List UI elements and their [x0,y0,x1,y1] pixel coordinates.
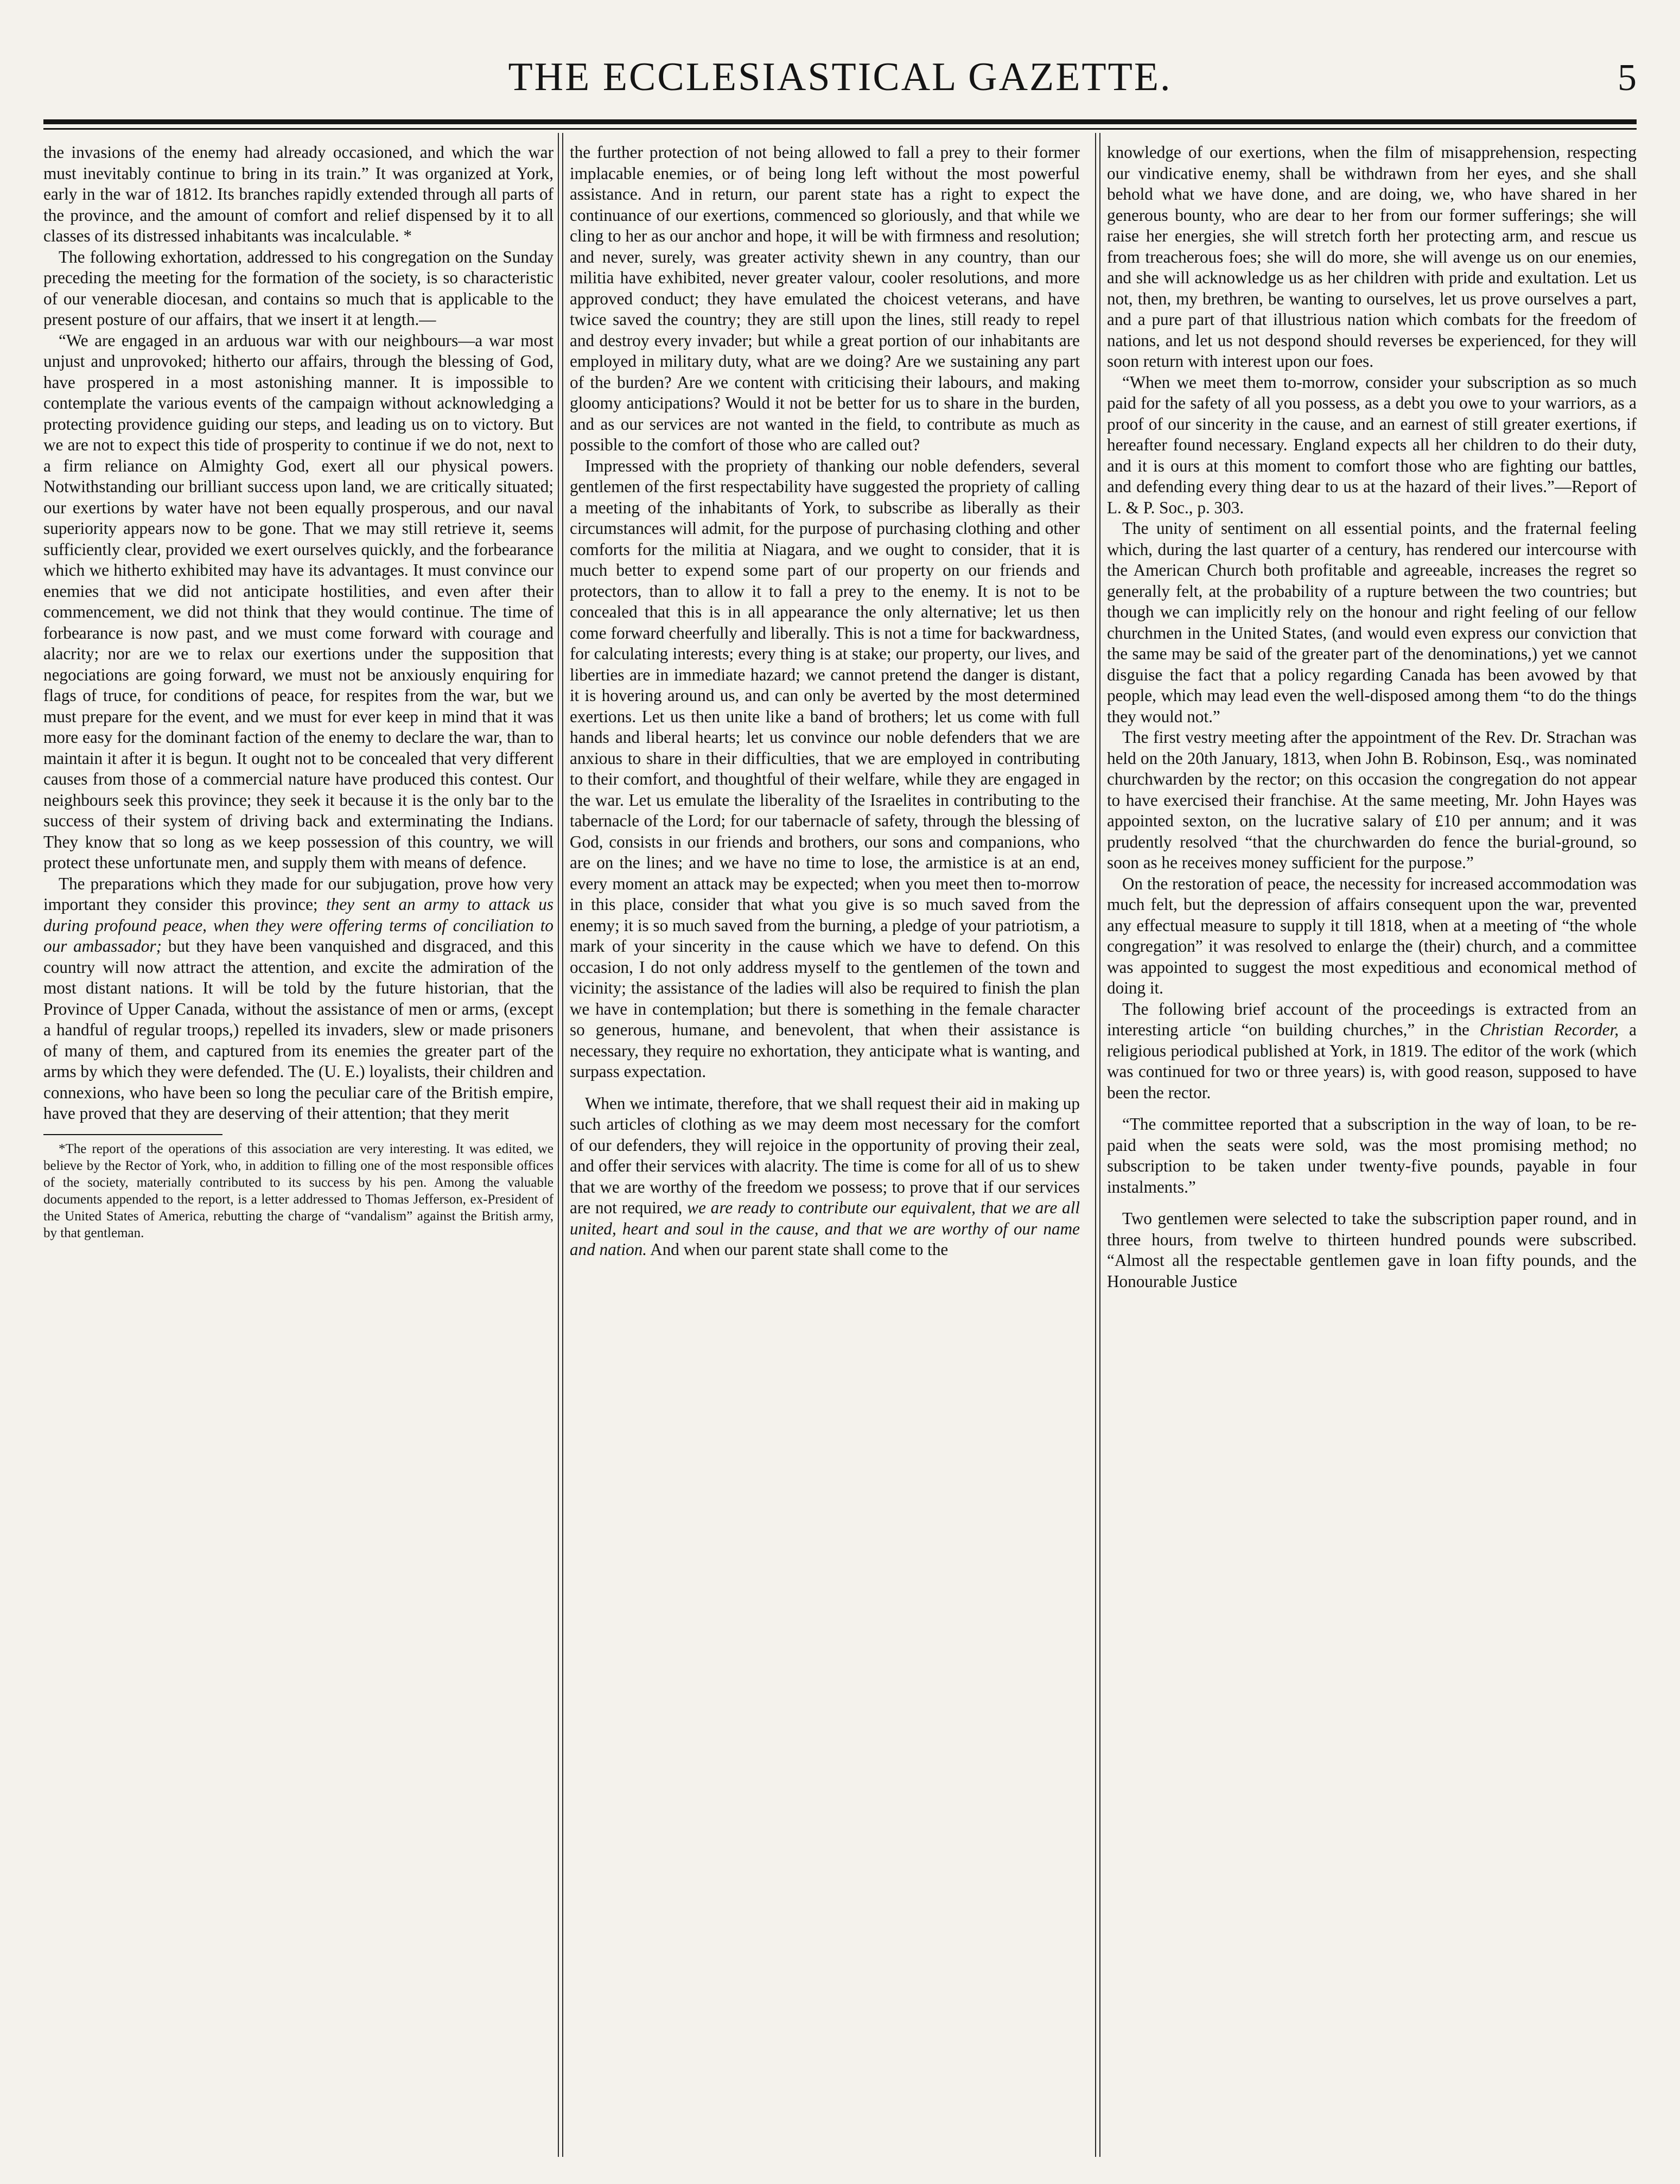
publication-title: THE ECCLESIASTICAL GAZETTE. [508,55,1172,99]
paragraph [570,1093,1080,1260]
paragraph: The following exhortation, addressed to his congregation on the Sunday preceding the meeting for the formation of the society, is so characteristic of our venerable diocesan, and contains so much that is applicable to the present posture of our affairs, that we insert it at length.— [43,247,553,329]
paragraph: Impressed with the propriety of thanking our noble defenders, several gentlemen of the first respectability have suggested the propriety of calling a meeting of the inhabitants of York, to subscribe as liberally as their circumstances will admit, for the purpose of purchasing clothing and other comforts for the militia at Niagara, and we ought to consider, that it is much better to expend some part of our property on our friends and protectors, than to allow it to fall a prey to the enemy. It is not to be concealed that this is in all appearance the only alternative; let us then come forward cheerfully and liberally. This is not a time for backwardness, for calculating interests; every thing is at stake; our property, our lives, and liberties are in immediate hazard; we cannot pretend the danger is distant, it is hovering around us, and can only be averted by the most determined exertions. Let us then unite like a band of brothers; let us come with full hands and liberal hearts; let us convince our noble defenders that we are anxious to share in their difficulties, that we are employed in contributing to their comfort, and thoughtful of their welfare, while they are engaged in the war. Let us emulate the liberality of the Israelites in contributing to the tabernacle of the Lord; for our tabernacle of safety, through the blessing of God, consists in our friends and brothers, our sons and companions, who are on the lines; and we have no time to lose, the armistice is at an end, every moment an attack may be expected; when you meet then to-morrow in this place, consider that what you give is so much saved from the enemy; it is so much saved from the burning, a pledge of your patriotism, a mark of your sincerity in the cause which we have to defend. On this occasion, I do not only address myself to the gentlemen of the town and vicinity; the assistance of the ladies will also be required to finish the plan we have in contemplation; but there is something in the female character so generous, humane, and benevolent, that when their assistance is necessary, they require no exhortation, they anticipate what is wanting, and surpass expectation. [570,456,1080,1081]
text-run: The preparations which they made for our subjugation, prove how very important they consider this province; [43,874,553,914]
header-rule-thick [43,119,1637,124]
paragraph: “When we meet them to-morrow, consider your subscription as so much paid for the safety of all you possess, as a debt you owe to your warriors, as a proof of our sincerity in the cause, and an earnest of still greater exertions, if hereafter found necessary. England expects all her children to do their duty, and it is ours at this moment to comfort those who are fighting our battles, and defending every thing dear to us at the hazard of their lives.”—Report of L. & P. Soc., p. 303. [1107,372,1637,517]
italic-text-run: Christian Recorder, [1479,1020,1619,1039]
page-number: 5 [1618,57,1637,99]
paragraph [1107,999,1637,1104]
column-divider [562,133,563,2157]
paragraph: The unity of sentiment on all essential points, and the fraternal feeling which, during the last quarter of a century, has rendered our intercourse with the American Church both profitable and agreeable, increases the regret so generally felt, at the probability of a rupture between the two countries; but though we can implicitly rely on the honour and right feeling of our fellow churchmen in the United States, (and would even express our conviction that the same may be said of the greater part of the denominations,) yet we cannot disguise the fact that a policy regarding Canada has been avowed by that people, which may lead even the well-disposed among them “to do the things they would not.” [1107,519,1637,726]
italic-text-run: they sent an army to attack us during profound peace, when they were offering terms of conciliation to our ambassador; [43,895,553,956]
paragraph: knowledge of our exertions, when the film of misapprehension, respecting our vindicative enemy, shall be withdrawn from her eyes, and she shall behold what we have done, and are doing, we, who have shared in her generous bounty, who are dear to her from our former sufferings; she will raise her energies, she will stretch forth her protecting arm, and rescue us from treacherous foes; she will do more, she will avenge us on our enemies, and she will acknowledge us as her children with pride and exultation. Let us not, then, my brethren, be wanting to ourselves, let us prove ourselves a part, and a pure part of that illustrious nation which combats for the freedom of nations, and let us not despond should reverses be experienced, for they will soon return with interest upon our foes. [1107,143,1637,371]
paragraph: “We are engaged in an arduous war with our neighbours—a war most unjust and unprovoked; hitherto our affairs, through the blessing of God, have prospered in a most astonishing manner. It is impossible to contemplate the various events of the campaign without acknowledging a protecting providence guiding our steps, and leading us on to victory. But we are not to expect this tide of prosperity to continue if we do not, next to a firm reliance on Almighty God, exert all our physical powers. Notwithstanding our brilliant success upon land, we are critically situated; our exertions by water have not been equally prosperous, and our naval superiority appears now to be gone. That we may still retrieve it, seems sufficiently clear, provided we exert ourselves quickly, and the forbearance which we hitherto exhibited may have its advantages. It must convince our enemies that we did not anticipate hostilities, and even after their commencement, we did not think that they would continue. The time of forbearance is now past, and we must come forward with courage and alacrity; nor are we to relax our exertions under the supposition that negociations are going forward, we must not be anxiously enquiring for flags of truce, for conditions of peace, for respites from the war, but we must prepare for the event, and we must for ever keep in mind that it was more easy for the dominant faction of the enemy to declare the war, than to maintain it after it is begun. It ought not to be concealed that very different causes from those of a commercial nature have produced this contest. Our neighbours seek this province; they seek it because it is the only bar to the success of their system of driving back and exterminating the Indians. They know that so long as we keep possession of this country, we will protect these unfortunate men, and supply them with means of defence. [43,330,553,872]
header-rule-thin [43,128,1637,130]
italic-text-run: we are ready to contribute our equivalent, that we are all united, heart and soul in the cause, and that we are worthy of our name and nation. [570,1198,1080,1259]
paragraph: The first vestry meeting after the appointment of the Rev. Dr. Strachan was held on the 20th January, 1813, when John B. Robinson, Esq., was nominated churchwarden by the rector; on this occasion the congregation do not appear to have exercised their franchise. At the same meeting, Mr. John Hayes was appointed sexton, on the lucrative salary of £10 per annum; and it was prudently resolved “that the churchwarden do fence the burial-ground, so soon as he receives money sufficient for the purpose.” [1107,728,1637,872]
text-run: a religious periodical published at York, in 1819. The editor of the work (which was continued for two or three years) is, with good reason, supposed to have been the rector. [1107,1020,1637,1102]
text-run: And when our parent state shall come to the [650,1240,949,1259]
column-1 [43,142,553,2150]
column-divider [1099,133,1100,2157]
column-divider [1095,133,1096,2157]
footnote-rule [43,1134,222,1135]
paragraph [43,874,553,1124]
text-run: The following brief account of the proceedings is extracted from an interesting article “on building churches,” in the [1107,999,1637,1039]
paragraph: Two gentlemen were selected to take the subscription paper round, and in three hours, from twelve to thirteen hundred pounds were subscribed. “Almost all the respectable gentlemen gave in loan fifty pounds, and the Honourable Justice [1107,1209,1637,1291]
paragraph: “The committee reported that a subscription in the way of loan, to be re-paid when the seats were sold, was the most promising method; no subscription to be taken under twenty-five pounds, payable in four instalments.” [1107,1115,1637,1196]
text-run: When we intimate, therefore, that we shall request their aid in making up such articles of clothing as we may deem most necessary for the comfort of our defenders, they will rejoice in the opportunity of proving their zeal, and offer their services with alacrity. The time is come for all of us to shew that we are worthy of the freedom we possess; to prove that if our services are not required, [570,1093,1080,1217]
column-2 [570,142,1080,2150]
paragraph: On the restoration of peace, the necessity for increased accommodation was much felt, but the depression of affairs consequent upon the war, prevented any effectual measure to supply it till 1818, when at a meeting of “the whole congregation” it was resolved to enlarge the (their) church, and a committee was appointed to suggest the most expeditious and economical method of doing it. [1107,874,1637,997]
text-run: but they have been vanquished and disgraced, and this country will now attract the attention, and excite the admiration of the most distant nations. It will be told by the future historian, that the Province of Upper Canada, without the assistance of men or arms, (except a handful of regular troops,) repelled its invaders, slew or made prisoners of many of them, and captured from its enemies the greater part of the arms by which they were defended. The (U. E.) loyalists, their children and connexions, who have been so long the peculiar care of the British empire, have proved that they are deserving of their attention; that they merit [43,937,553,1123]
column-divider [558,133,559,2157]
paragraph: the further protection of not being allowed to fall a prey to their former implacable enemies, or of being long left without the most powerful assistance. And in return, our parent state has a right to expect the continuance of our exertions, commenced so gloriously, and that while we cling to her as our anchor and hope, it will be with firmness and resolution; and never, surely, was greater activity shewn in any country, than our militia have exhibited, never greater valour, cooler resolutions, and more approved conduct; they have emulated the choicest veterans, and have twice saved the country; they are still upon the lines, still ready to repel and destroy every invader; but while a great portion of our inhabitants are employed in military duty, what are we doing? Are we sustaining any part of the burden? Are we content with criticising their labours, and making gloomy anticipations? Would it not be better for us to share in the burden, and as our services are not wanted in the field, to contribute as much as possible to the comfort of those who are called out? [570,143,1080,454]
footnote: *The report of the operations of this association are very interesting. It was edited, we believe by the Rector of York, who, in addition to filling one of the most responsible offices of the society, materially contributed to its success by his pen. Among the valuable documents appended to the report, is a letter addressed to Thomas Jefferson, ex-President of the United States of America, rebutting the charge of “vandalism” against the British army, by that gentleman. [43,1141,553,1240]
paragraph: the invasions of the enemy had already occasioned, and which the war must inevitably continue to bring in its train.” It was organized at York, early in the war of 1812. Its branches rapidly extended through all parts of the province, and the amount of comfort and relief dispensed by it to all classes of its distressed inhabitants was incalculable. * [43,143,553,245]
page-header [43,54,1637,114]
column-3 [1107,142,1637,2150]
